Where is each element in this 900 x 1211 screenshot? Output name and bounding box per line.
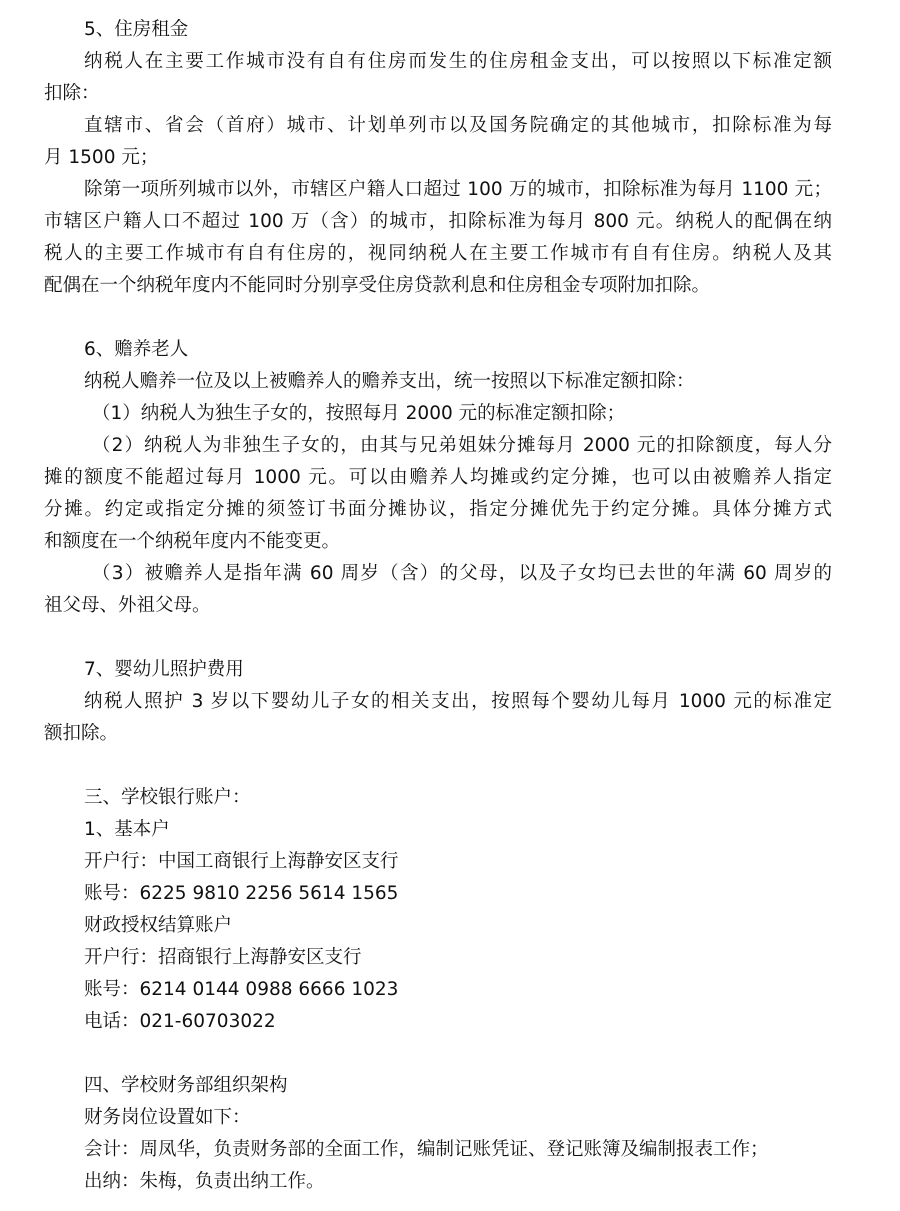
section-finance-org <box>44 1070 832 1198</box>
paragraph-line: 纳税人照护 3 岁以下婴幼儿子女的相关支出，按照每个婴幼儿每月 1000 元的标准定 <box>84 691 832 712</box>
section-heading: 5、住房租金 <box>84 19 189 40</box>
phone-number: 电话：021-60703022 <box>84 1011 276 1032</box>
paragraph-line: 纳税人赡养一位及以上被赡养人的赡养支出，统一按照以下标准定额扣除： <box>84 371 695 392</box>
section-heading: 四、学校财务部组织架构 <box>84 1075 288 1096</box>
bank-name: 开户行：招商银行上海静安区支行 <box>84 947 362 968</box>
paragraph-line: 祖父母、外祖父母。 <box>44 595 211 616</box>
paragraph-line: 财务岗位设置如下： <box>84 1107 251 1128</box>
paragraph-line: 直辖市、省会（首府）城市、计划单列市以及国务院确定的其他城市，扣除标准为每 <box>84 115 832 136</box>
staff-accountant: 会计：周凤华，负责财务部的全面工作，编制记账凭证、登记账簿及编制报表工作； <box>84 1139 769 1160</box>
blank-line <box>44 302 832 334</box>
section-infant-care <box>44 654 832 750</box>
paragraph-line: 纳税人在主要工作城市没有自有住房而发生的住房租金支出，可以按照以下标准定额 <box>84 51 832 72</box>
bank-name: 开户行：中国工商银行上海静安区支行 <box>84 851 399 872</box>
blank-line <box>44 750 832 782</box>
account-number: 账号：6214 0144 0988 6666 1023 <box>84 979 399 1000</box>
list-item: （3）被赡养人是指年满 60 周岁（含）的父母，以及子女均已去世的年满 60 周岁的 <box>92 563 832 584</box>
list-item: （1）纳税人为独生子女的，按照每月 2000 元的标准定额扣除； <box>92 403 626 424</box>
section-heading: 7、婴幼儿照护费用 <box>84 659 244 680</box>
subsection-heading: 财政授权结算账户 <box>84 915 233 936</box>
paragraph-line: 和额度在一个纳税年度内不能变更。 <box>44 531 341 552</box>
section-bank-accounts <box>44 782 832 1038</box>
paragraph-line: 摊的额度不能超过每月 1000 元。可以由赡养人均摊或约定分摊，也可以由被赡养人指定 <box>44 467 832 488</box>
section-elderly-support <box>44 334 832 622</box>
blank-line <box>44 1038 832 1070</box>
account-number: 账号：6225 9810 2256 5614 1565 <box>84 883 399 904</box>
paragraph-line: 配偶在一个纳税年度内不能同时分别享受住房贷款利息和住房租金专项附加扣除。 <box>44 275 711 296</box>
section-heading: 6、赡养老人 <box>84 339 189 360</box>
paragraph-line: 除第一项所列城市以外，市辖区户籍人口超过 100 万的城市，扣除标准为每月 1100 元； <box>84 179 832 200</box>
section-housing-rent <box>44 14 832 302</box>
subsection-heading: 1、基本户 <box>84 819 170 840</box>
paragraph-line: 月 1500 元； <box>44 147 159 168</box>
section-heading: 三、学校银行账户： <box>84 787 251 808</box>
blank-line <box>44 622 832 654</box>
list-item: （2）纳税人为非独生子女的，由其与兄弟姐妹分摊每月 2000 元的扣除额度，每人分 <box>92 435 832 456</box>
paragraph-line: 分摊。约定或指定分摊的须签订书面分摊协议，指定分摊优先于约定分摊。具体分摊方式 <box>44 499 832 520</box>
paragraph-line: 市辖区户籍人口不超过 100 万（含）的城市，扣除标准为每月 800 元。纳税人的配偶在纳 <box>44 211 832 232</box>
paragraph-line: 税人的主要工作城市有自有住房的，视同纳税人在主要工作城市有自有住房。纳税人及其 <box>44 243 832 264</box>
paragraph-line: 额扣除。 <box>44 723 119 744</box>
staff-cashier: 出纳：朱梅，负责出纳工作。 <box>84 1171 325 1192</box>
paragraph-line: 扣除： <box>44 83 100 104</box>
